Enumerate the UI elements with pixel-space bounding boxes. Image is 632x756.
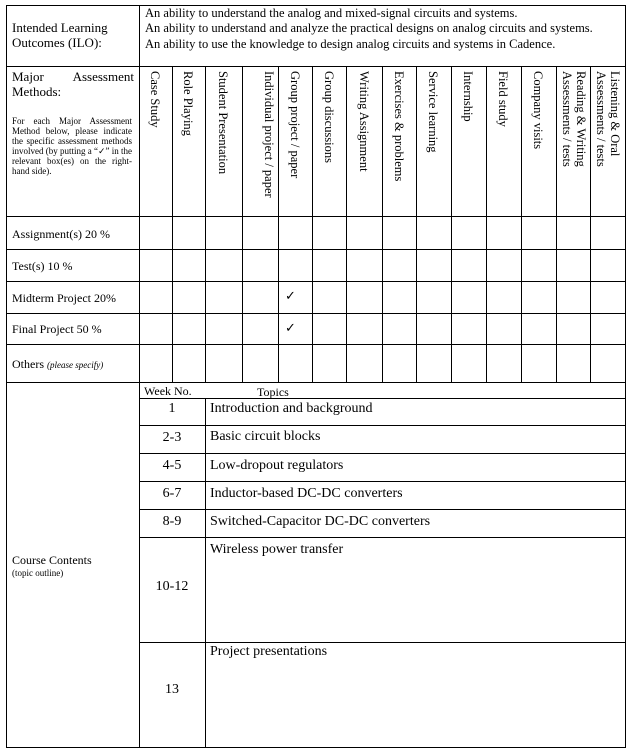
cc-row-line-4 [139,509,626,510]
method-col-line-10 [486,66,487,383]
method-header: Group project / paper [288,71,302,179]
method-col-line-1 [172,66,173,383]
assessment-instruction: For each Major Assessment Method below, please indicate the specific assessment methods involved (by putting a “✓” in the relevant box(es) on the right-hand side). [12,116,133,176]
table-border-left [6,5,7,748]
method-header: Writing Assignment [357,71,371,172]
cc-row-line-6 [139,642,626,643]
ilo-label: Intended Learning Outcomes (ILO): [12,20,108,50]
topic-text: Switched-Capacitor DC-DC converters [210,514,431,529]
week-number: 4-5 [162,458,182,473]
method-col-line-2 [205,66,206,383]
ilo-item: An ability to understand and analyze the practical designs on analog circuits and systems. [145,21,593,36]
method-header: Company visits [531,71,545,150]
method-header: Exercises & problems [392,71,406,182]
cc-row-line-5 [139,537,626,538]
assessment-row-label: Test(s) 10 % [12,259,73,273]
method-header: Reading & Writing Assessments / tests [560,71,588,167]
method-header: Internship [461,71,475,122]
others-label: Others [12,357,44,371]
assessment-row-label: Assignment(s) 20 % [12,227,110,241]
others-note: (please specify) [47,360,104,370]
row-line-4 [6,344,626,345]
course-contents-sublabel: (topic outline) [12,568,64,578]
assessment-bottom-line [6,382,626,383]
topic-text: Basic circuit blocks [210,429,321,444]
week-number: 6-7 [162,486,182,501]
topic-text: Inductor-based DC-DC converters [210,486,403,501]
topic-text: Low-dropout regulators [210,458,344,473]
method-col-line-7 [382,66,383,383]
course-contents-label: Course Contents [12,553,92,567]
method-header: Service learning [426,71,440,153]
assessment-row-label: Final Project 50 % [12,322,102,336]
method-col-line-8 [416,66,417,383]
cc-header-line [139,398,626,399]
week-number: 2-3 [162,430,182,445]
week-number: 8-9 [162,514,182,529]
method-col-line-3 [242,66,243,383]
method-col-line-4 [278,66,279,383]
assessment-row-label: Midterm Project 20% [12,291,116,305]
ilo-list [145,6,612,52]
method-header: Group discussions [322,71,336,164]
cc-row-line-1 [139,425,626,426]
table-border-bottom [6,747,626,748]
cc-row-line-2 [139,453,626,454]
method-header: Field study [496,71,510,127]
row-line-2 [6,281,626,282]
method-header: Individual project / paper [262,71,276,198]
assessment-row-label-others [12,357,103,372]
topic-text: Introduction and background [210,401,373,416]
method-header: Case Study [148,71,162,128]
table-border-right [625,5,626,748]
method-col-line-12 [556,66,557,383]
week-number: 13 [165,682,179,697]
method-col-line-5 [312,66,313,383]
row-line-3 [6,313,626,314]
week-number: 1 [168,401,176,416]
ilo-row-bottom-line [6,66,626,67]
row-line-1 [6,249,626,250]
ilo-item: An ability to understand the analog and mixed-signal circuits and systems. [145,6,518,20]
cc-week-column-line [205,398,206,748]
method-col-line-11 [521,66,522,383]
topics-header: Topics [257,385,289,399]
week-number: 10-12 [155,579,189,594]
check-mark: ✓ [285,321,296,336]
topic-text: Wireless power transfer [210,542,344,557]
label-column-line [139,5,140,748]
assessment-label: Major Assessment Methods: [12,69,134,99]
methods-header-bottom-line [6,216,626,217]
method-col-line-13 [590,66,591,383]
method-col-line-9 [451,66,452,383]
ilo-item: An ability to use the knowledge to design analog circuits and systems in Cadence. [145,36,556,51]
method-header: Role Playing [181,71,195,136]
check-mark: ✓ [285,289,296,304]
method-header: Student Presentation [216,71,230,175]
week-no-header: Week No. [144,384,192,398]
cc-row-line-3 [139,481,626,482]
method-header: Listening & Oral Assessments / tests [594,71,622,167]
method-col-line-6 [346,66,347,383]
topic-text: Project presentations [210,644,328,659]
